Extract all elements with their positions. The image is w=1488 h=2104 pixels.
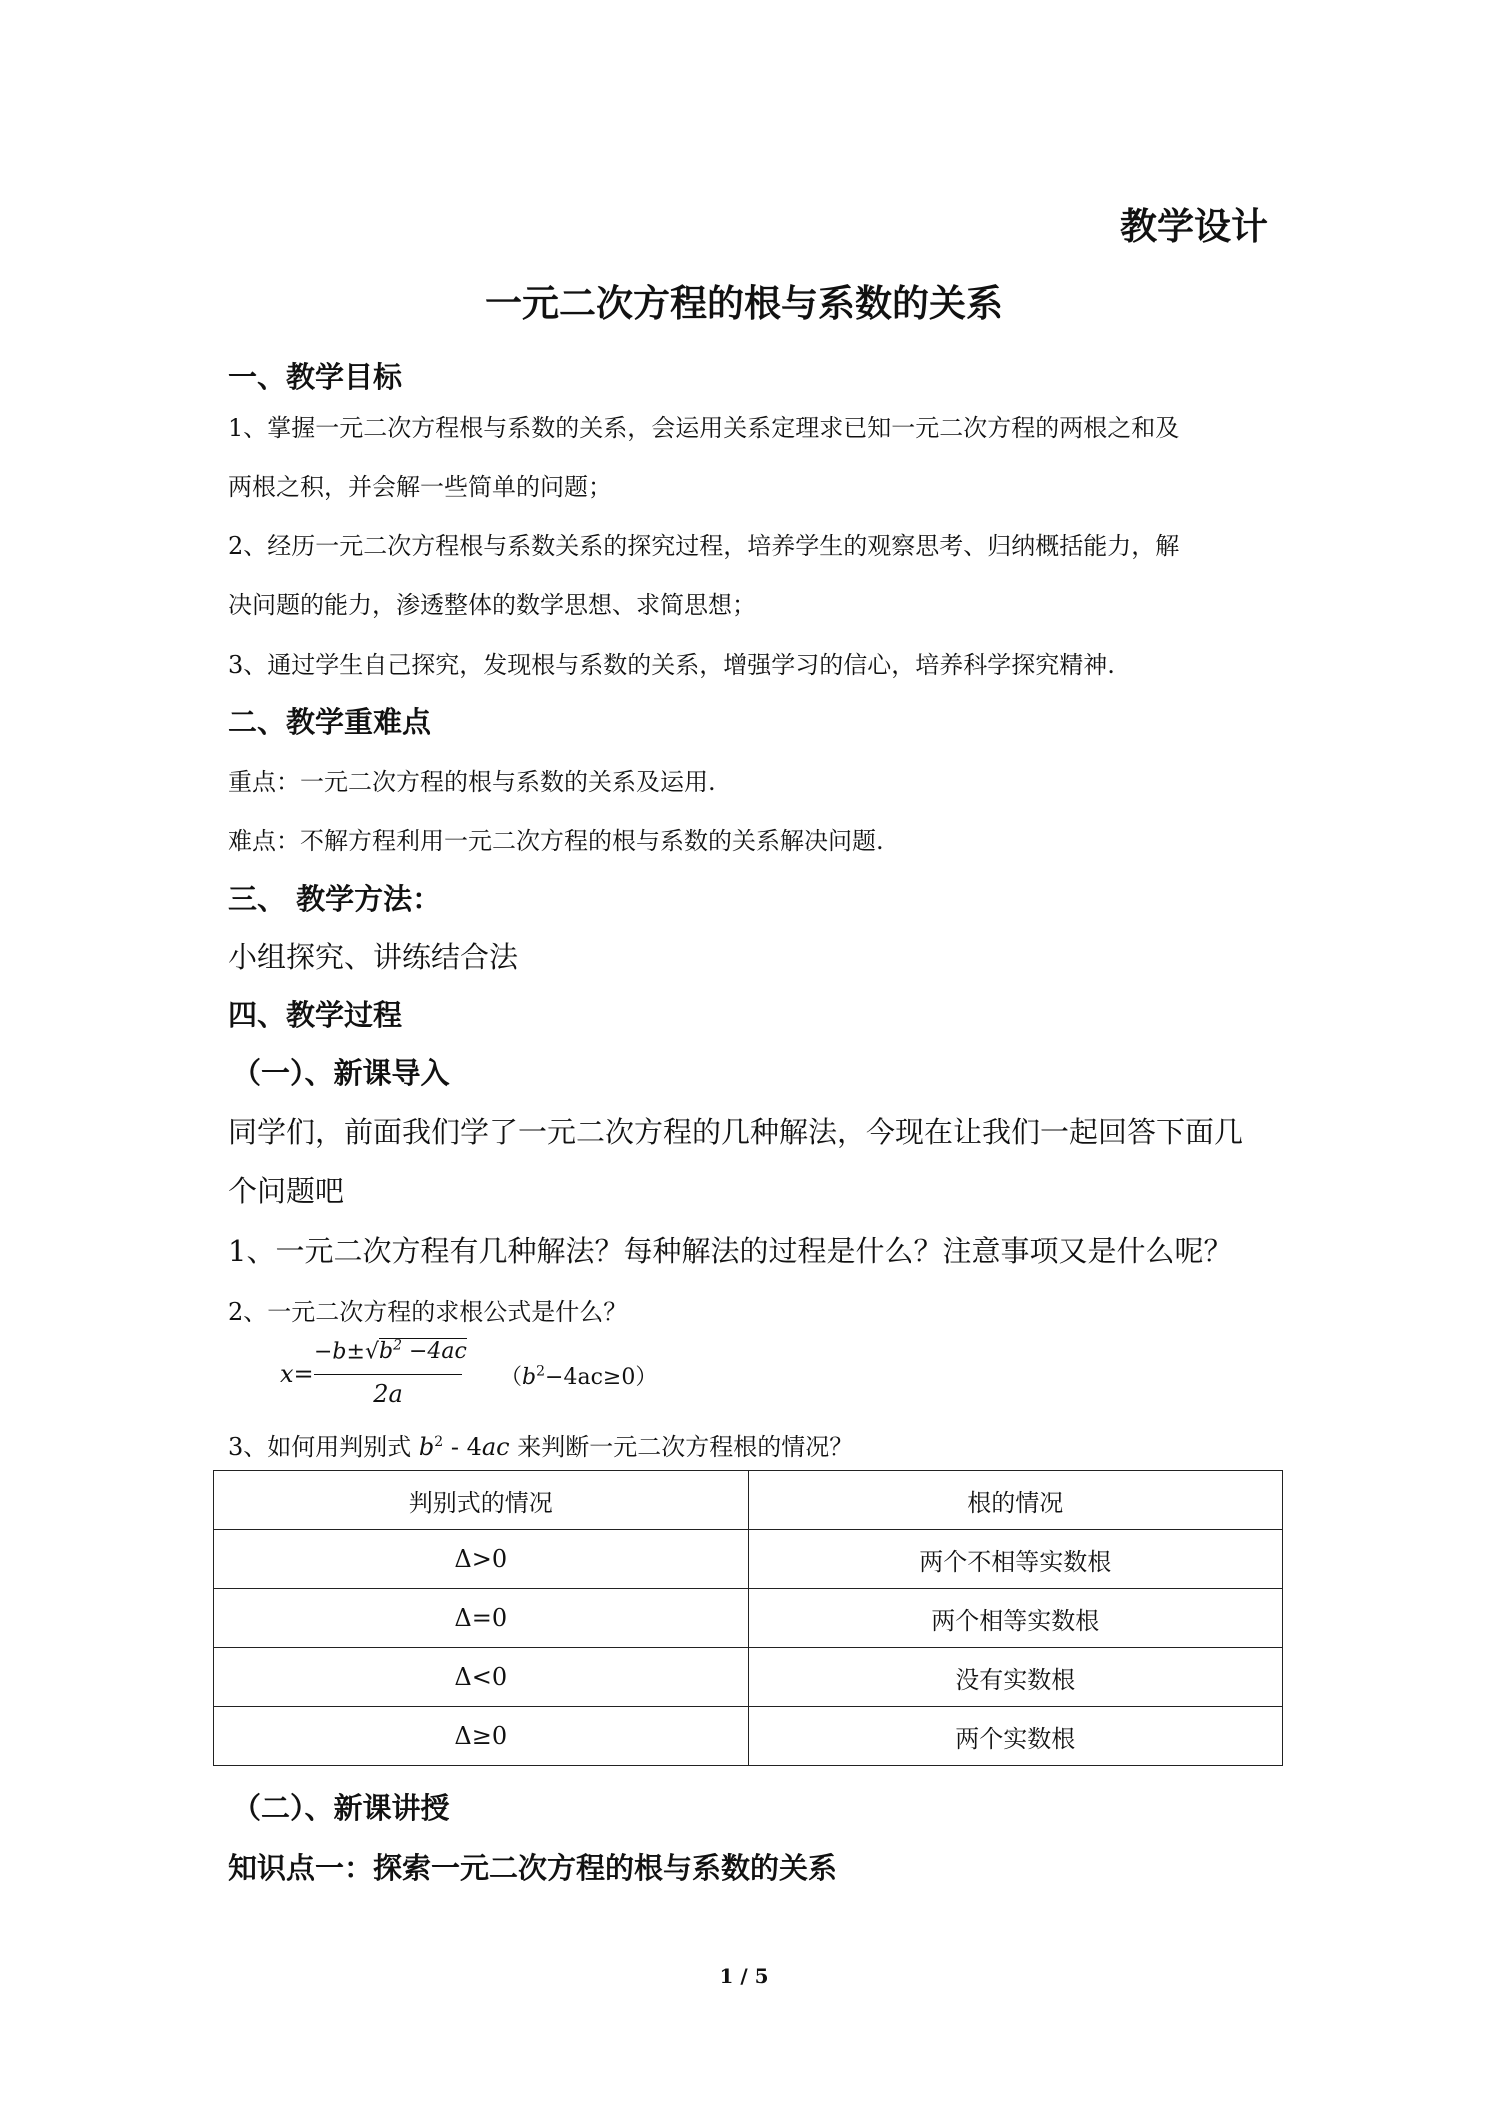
section-heading-process: 四、教学过程 [228,998,403,1032]
section-heading-objectives: 一、教学目标 [228,360,403,394]
intro-paragraph-line-1: 同学们，前面我们学了一元二次方程的几种解法，今现在让我们一起回答下面几 [228,1115,1244,1149]
formula-lhs: x= [280,1360,314,1388]
objective-line-4: 决问题的能力，渗透整体的数学思想、求简思想； [228,591,756,619]
header-title: 教学设计 [1120,204,1268,248]
objective-line-2: 两根之积，并会解一些简单的问题； [228,473,612,501]
table-row [214,1707,1283,1766]
table-cell: Δ>0 [214,1530,749,1589]
table-cell: 两个不相等实数根 [748,1530,1283,1589]
objective-line-5: 3、通过学生自己探究，发现根与系数的关系，增强学习的信心，培养科学探究精神. [228,651,1115,679]
table-header-cell: 根的情况 [748,1471,1283,1530]
table-row [214,1530,1283,1589]
table-cell: Δ<0 [214,1648,749,1707]
formula-radicand: $b^2 -4ac$ [378,1338,467,1365]
difficulty-text: 难点：不解方程利用一元二次方程的根与系数的关系解决问题. [228,827,884,855]
methods-text: 小组探究、讲练结合法 [228,940,519,974]
table-cell: 两个相等实数根 [748,1589,1283,1648]
table-header-cell: 判别式的情况 [214,1471,749,1530]
table-cell: Δ≥0 [214,1707,749,1766]
question-3: 3、如何用判别式 $b^2 - 4ac$ 来判断一元二次方程根的情况？ [228,1433,854,1461]
question-2: 2、一元二次方程的求根公式是什么？ [228,1298,628,1326]
question-1: 1、一元二次方程有几种解法？每种解法的过程是什么？注意事项又是什么呢？ [228,1234,1233,1268]
key-point-text: 重点：一元二次方程的根与系数的关系及运用. [228,768,716,796]
formula-denominator: 2a [373,1380,403,1408]
table-row [214,1648,1283,1707]
section-heading-key-points: 二、教学重难点 [228,705,432,739]
discriminant-table [213,1470,1283,1766]
section-heading-methods: 三、 教学方法： [228,882,442,916]
page-number: 1 / 5 [719,1964,769,1988]
subsection-heading-lecture: （二）、新课讲授 [232,1791,450,1825]
formula-numerator: $-b\pm√b^2 -4ac$ [314,1338,467,1365]
main-title: 一元二次方程的根与系数的关系 [485,281,1003,325]
table-cell: 没有实数根 [748,1648,1283,1707]
table-cell: 两个实数根 [748,1707,1283,1766]
knowledge-point-heading: 知识点一：探索一元二次方程的根与系数的关系 [228,1851,838,1885]
intro-paragraph-line-2: 个问题吧 [228,1174,345,1208]
table-header-row [214,1471,1283,1530]
fraction-bar [314,1374,462,1375]
quadratic-formula [280,1338,760,1414]
objective-line-3: 2、经历一元二次方程根与系数关系的探究过程，培养学生的观察思考、归纳概括能力，解 [228,532,1180,560]
table-row [214,1589,1283,1648]
table-cell: Δ=0 [214,1589,749,1648]
subsection-heading-intro: （一）、新课导入 [232,1056,450,1090]
formula-condition: $(b^2-4ac\ge 0)$ [500,1363,658,1390]
objective-line-1: 1、掌握一元二次方程根与系数的关系，会运用关系定理求已知一元二次方程的两根之和及 [228,414,1180,442]
